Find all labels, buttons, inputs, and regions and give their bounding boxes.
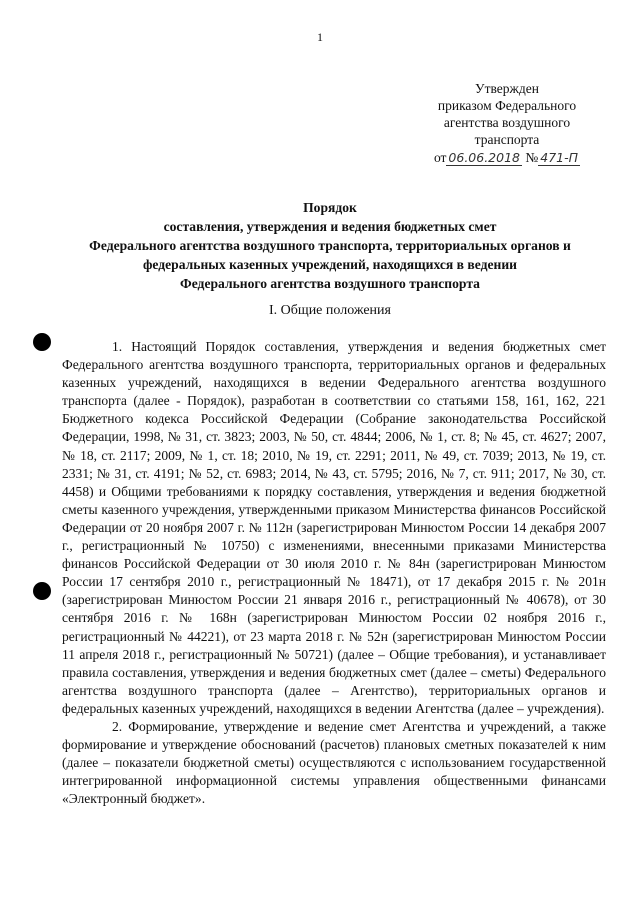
title-line: Порядок	[303, 200, 357, 215]
approval-line: агентства воздушного	[443, 115, 571, 130]
title-line: Федерального агентства воздушного транспорта, территориальных органов и	[89, 238, 571, 253]
paragraph-1: 1. Настоящий Порядок составления, утверждения и ведения бюджетных смет Федерального агентства воздушного транспорта, территориальных органов и федеральных казенных учреждений, находящихся в ведении Федерального агентства воздушного транспорта (далее - Порядок), разработан в соответствии со статьями 158, 161, 162, 221 Бюджетного кодекса Российской Федерации (Собрание законодательства Российской Федерации, 1998, № 31, ст. 3823; 2003, № 50, ст. 4844; 2006, № 1, ст. 8; № 45, ст. 4627; 2007, № 18, ст. 2117; 2009, № 1, ст. 18; 2010, № 19, ст. 2291; 2011, № 49, ст. 7039; 2013, № 19, ст. 2331; № 31, ст. 4191; № 52, ст. 6983; 2014, № 43, ст. 5795; 2016, № 7, ст. 911; 2017, № 30, ст. 4458) и Общими требованиями к порядку составления, утверждения и ведения бюджетной сметы казенного учреждения, утвержденными приказом Министерства финансов Российской Федерации от 20 ноября 2007 г. № 112н (зарегистрирован Минюстом России 14 декабря 2007 г., регистрационный № 10750) с изменениями, внесенными приказами Министерства финансов Российской Федерации от 30 июля 2010 г. № 84н (зарегистрирован Минюстом России 17 сентября 2010 г., регистрационный № 18471), от 17 декабря 2015 г. № 201н (зарегистрирован Минюстом России 21 января 2016 г., регистрационный № 40678), от 30 сентября 2016 г. № 168н (зарегистрирован Минюстом России 02 ноября 2016 г., регистрационный № 44221), от 23 марта 2018 г. № 52н (зарегистрирован Минюстом России 11 апреля 2018 г., регистрационный № 50721) (далее – Общие требования), и устанавливает правила составления, утверждения и ведения бюджетных смет (далее – сметы) Федерального агентства воздушного транспорта (далее – Агентство), территориальных органов и федеральных казенных учреждений, находящихся в ведении Агентства (далее – учреждения).	[62, 339, 606, 716]
approval-line: Утвержден	[475, 81, 539, 96]
punch-hole-mark	[33, 333, 51, 351]
title-line: Федерального агентства воздушного транспорта	[180, 276, 480, 291]
approval-date-line	[432, 149, 582, 166]
title-line: федеральных казенных учреждений, находящихся в ведении	[143, 257, 517, 272]
date-prefix: от	[433, 150, 447, 165]
handwritten-order-number: 471-П	[540, 150, 579, 165]
section-heading: I. Общие положения	[269, 303, 391, 318]
document-title	[50, 198, 610, 293]
page-number: 1	[317, 30, 323, 44]
document-body	[62, 338, 606, 808]
title-line: составления, утверждения и ведения бюджетных смет	[163, 219, 497, 234]
approval-stamp	[432, 80, 582, 166]
handwritten-date: 06.06.2018	[448, 150, 520, 165]
approval-line: транспорта	[474, 132, 540, 147]
number-prefix: №	[525, 150, 539, 165]
punch-hole-mark	[33, 582, 51, 600]
paragraph-2: 2. Формирование, утверждение и ведение смет Агентства и учреждений, а также формирование и утверждение обоснований (расчетов) плановых сметных показателей к ним (далее – показатели бюджетной сметы) осуществляются с использованием государственной интегрированной информационной системы управления общественными финансами «Электронный бюджет».	[62, 718, 606, 807]
approval-line: приказом Федерального	[437, 98, 577, 113]
